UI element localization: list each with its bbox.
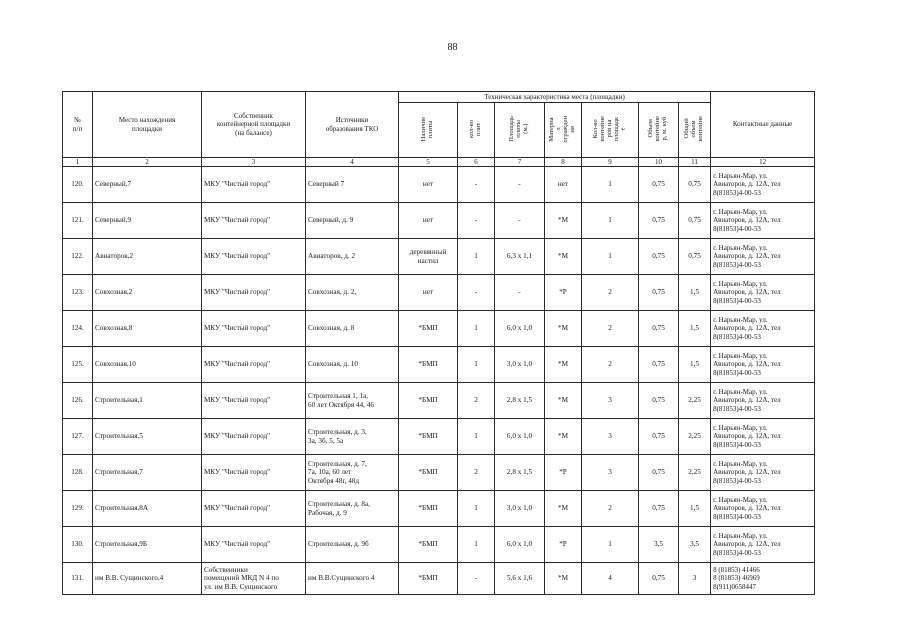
row-fence-material: *М	[545, 347, 582, 383]
row-contacts: г. Нарьян-Мар, ул. Авиаторов, д. 12А, тел 8(81853)4-00-53	[711, 275, 815, 311]
row-plate-presence: *БМП	[399, 527, 458, 563]
row-owner: МКУ "Чистый город"	[202, 239, 306, 275]
table-row	[63, 167, 815, 203]
column-number: 7	[495, 158, 545, 167]
row-plate-area: 6,3 х 1,1	[495, 239, 545, 275]
row-location: Совхозная,8	[93, 311, 202, 347]
row-plate-presence: *БМП	[399, 563, 458, 595]
row-plate-presence: *БМП	[399, 491, 458, 527]
row-plate-presence: *БМП	[399, 419, 458, 455]
row-location: Строительная,9Б	[93, 527, 202, 563]
row-plate-area: 6,0 х 1,0	[495, 311, 545, 347]
header-fence-material: Материа л огражден ия	[545, 103, 582, 158]
row-sources: Авиаторов, д. 2	[306, 239, 399, 275]
row-fence-material: *М	[545, 491, 582, 527]
row-contacts: г. Нарьян-Мар, ул. Авиаторов, д. 12А, тел 8(81853)4-00-53	[711, 455, 815, 491]
row-owner: МКУ "Чистый город"	[202, 275, 306, 311]
row-owner: МКУ "Чистый город"	[202, 203, 306, 239]
row-contacts: г. Нарьян-Мар, ул. Авиаторов, д. 12А, тел 8(81853)4-00-53	[711, 203, 815, 239]
row-number: 121.	[63, 203, 93, 239]
table-row	[63, 383, 815, 419]
row-plate-presence: *БМП	[399, 383, 458, 419]
row-container-volume: 0,75	[639, 239, 679, 275]
header-container-count: Кол-во контейне ров на площадк е	[582, 103, 639, 158]
row-contacts: г. Нарьян-Мар, ул. Авиаторов, д. 12А, тел 8(81853)4-00-53	[711, 419, 815, 455]
row-fence-material: *Р	[545, 527, 582, 563]
row-plate-count: 1	[458, 419, 495, 455]
row-owner: МКУ "Чистый город"	[202, 527, 306, 563]
row-contacts: г. Нарьян-Мар, ул. Авиаторов, д. 12А, тел 8(81853)4-00-53	[711, 383, 815, 419]
row-total-volume: 2,25	[679, 419, 711, 455]
row-container-count: 1	[582, 167, 639, 203]
row-container-count: 2	[582, 311, 639, 347]
row-sources: Совхозная, д. 10	[306, 347, 399, 383]
row-plate-count: 1	[458, 527, 495, 563]
row-plate-count: -	[458, 563, 495, 595]
row-plate-area: 6,0 х 1,0	[495, 527, 545, 563]
row-fence-material: *Р	[545, 275, 582, 311]
row-container-volume: 0,75	[639, 455, 679, 491]
row-sources: Северный 7	[306, 167, 399, 203]
row-plate-count: 1	[458, 311, 495, 347]
container-sites-table	[62, 91, 815, 595]
table-row	[63, 275, 815, 311]
row-total-volume: 1,5	[679, 275, 711, 311]
row-plate-area: 5,6 х 1,6	[495, 563, 545, 595]
row-location: Северный,9	[93, 203, 202, 239]
row-number: 123.	[63, 275, 93, 311]
row-container-count: 1	[582, 527, 639, 563]
row-fence-material: *М	[545, 239, 582, 275]
row-location: Северный,7	[93, 167, 202, 203]
row-number: 127.	[63, 419, 93, 455]
row-contacts: г. Нарьян-Мар, ул. Авиаторов, д. 12А, тел 8(81853)4-00-53	[711, 167, 815, 203]
row-plate-presence: *БМП	[399, 347, 458, 383]
header-plate-area: Площадь плиты (м.)	[495, 103, 545, 158]
row-location: Совхозная,2	[93, 275, 202, 311]
row-plate-count: -	[458, 275, 495, 311]
table-row	[63, 347, 815, 383]
column-number-row	[63, 158, 815, 167]
row-contacts: г. Нарьян-Мар, ул. Авиаторов, д. 12А, тел 8(81853)4-00-53	[711, 491, 815, 527]
row-total-volume: 2,25	[679, 383, 711, 419]
table-row	[63, 419, 815, 455]
row-fence-material: *М	[545, 203, 582, 239]
column-number: 4	[306, 158, 399, 167]
table-row	[63, 527, 815, 563]
row-number: 128.	[63, 455, 93, 491]
row-plate-presence: нет	[399, 167, 458, 203]
row-number: 126.	[63, 383, 93, 419]
column-number: 8	[545, 158, 582, 167]
row-plate-presence: деревянный настил	[399, 239, 458, 275]
row-number: 120.	[63, 167, 93, 203]
row-plate-area: -	[495, 203, 545, 239]
row-sources: Северный, д. 9	[306, 203, 399, 239]
row-total-volume: 3	[679, 563, 711, 595]
row-owner: МКУ "Чистый город"	[202, 311, 306, 347]
row-plate-count: 1	[458, 347, 495, 383]
row-sources: Строительная, д. 8а, Рабочая, д. 9	[306, 491, 399, 527]
row-total-volume: 1,5	[679, 491, 711, 527]
header-total-volume: Общий объем контейне	[679, 103, 711, 158]
header-plate-count: кол-во плит	[458, 103, 495, 158]
row-location: Строительная,5	[93, 419, 202, 455]
row-plate-area: 3,0 х 1,0	[495, 347, 545, 383]
row-plate-area: 3,0 х 1,0	[495, 491, 545, 527]
row-location: Авиаторов,2	[93, 239, 202, 275]
row-sources: Совхозная, д. 2,	[306, 275, 399, 311]
row-total-volume: 3,5	[679, 527, 711, 563]
row-owner: МКУ "Чистый город"	[202, 383, 306, 419]
row-container-count: 3	[582, 419, 639, 455]
row-owner: Собственники помещений МКД N 4 по ул. им В.В. Сущинского	[202, 563, 306, 595]
column-number: 3	[202, 158, 306, 167]
row-fence-material: *М	[545, 383, 582, 419]
row-container-volume: 0,75	[639, 275, 679, 311]
row-sources: им В.В.Сущинского 4	[306, 563, 399, 595]
row-fence-material: *М	[545, 563, 582, 595]
row-container-volume: 3,5	[639, 527, 679, 563]
column-number: 12	[711, 158, 815, 167]
row-contacts: г. Нарьян-Мар, ул. Авиаторов, д. 12А, тел 8(81853)4-00-53	[711, 347, 815, 383]
row-plate-presence: *БМП	[399, 311, 458, 347]
row-container-volume: 0,75	[639, 419, 679, 455]
row-container-volume: 0,75	[639, 491, 679, 527]
row-number: 125.	[63, 347, 93, 383]
row-sources: Строительная 1, 1а, 60 лет Октября 44, 46	[306, 383, 399, 419]
header-tech-group: Техническая характеристика места (площадки)	[399, 92, 711, 103]
column-number: 1	[63, 158, 93, 167]
row-total-volume: 2,25	[679, 455, 711, 491]
row-fence-material: *М	[545, 419, 582, 455]
table-row	[63, 311, 815, 347]
row-plate-area: 2,8 х 1,5	[495, 383, 545, 419]
row-location: Строительная,1	[93, 383, 202, 419]
table-row	[63, 203, 815, 239]
row-location: Строительная,7	[93, 455, 202, 491]
row-number: 131.	[63, 563, 93, 595]
row-plate-count: 1	[458, 239, 495, 275]
table-row	[63, 239, 815, 275]
row-container-volume: 0,75	[639, 563, 679, 595]
row-contacts: г. Нарьян-Мар, ул. Авиаторов, д. 12А, тел 8(81853)4-00-53	[711, 239, 815, 275]
row-owner: МКУ "Чистый город"	[202, 347, 306, 383]
row-container-count: 1	[582, 203, 639, 239]
row-fence-material: нет	[545, 167, 582, 203]
table-body	[63, 167, 815, 595]
row-location: Совхозная,10	[93, 347, 202, 383]
row-plate-area: -	[495, 275, 545, 311]
column-number: 11	[679, 158, 711, 167]
row-container-count: 4	[582, 563, 639, 595]
row-plate-area: 2,8 х 1,5	[495, 455, 545, 491]
page-number: 88	[447, 42, 458, 53]
column-number: 10	[639, 158, 679, 167]
row-owner: МКУ "Чистый город"	[202, 419, 306, 455]
column-number: 2	[93, 158, 202, 167]
row-sources: Строительная, д. 9б	[306, 527, 399, 563]
row-fence-material: *М	[545, 311, 582, 347]
header-location: Место нахождения площадки	[93, 92, 202, 158]
table-row	[63, 455, 815, 491]
row-plate-presence: нет	[399, 203, 458, 239]
row-total-volume: 1,5	[679, 347, 711, 383]
row-plate-presence: *БМП	[399, 455, 458, 491]
row-owner: МКУ "Чистый город"	[202, 491, 306, 527]
table-row	[63, 563, 815, 595]
header-contacts: Контактные данные	[711, 92, 815, 158]
row-contacts: 8 (81853) 41466 8 (81853) 46969 8(911)0658447	[711, 563, 815, 595]
row-location: Строительная,8А	[93, 491, 202, 527]
row-plate-count: -	[458, 203, 495, 239]
row-owner: МКУ "Чистый город"	[202, 167, 306, 203]
column-number: 6	[458, 158, 495, 167]
row-plate-area: 6,0 х 1,0	[495, 419, 545, 455]
header-sources: Источники образования ТКО	[306, 92, 399, 158]
row-container-volume: 0,75	[639, 347, 679, 383]
row-container-volume: 0,75	[639, 311, 679, 347]
row-contacts: г. Нарьян-Мар, ул. Авиаторов, д. 12А, тел 8(81853)4-00-53	[711, 527, 815, 563]
row-fence-material: *Р	[545, 455, 582, 491]
row-container-volume: 0,75	[639, 203, 679, 239]
row-contacts: г. Нарьян-Мар, ул. Авиаторов, д. 12А, тел 8(81853)4-00-53	[711, 311, 815, 347]
row-plate-count: 2	[458, 455, 495, 491]
row-container-count: 2	[582, 275, 639, 311]
row-sources: Строительная, д. 7, 7а, 10а, 60 лет Октября 48г, 48д	[306, 455, 399, 491]
row-number: 129.	[63, 491, 93, 527]
row-sources: Строительная, д. 3, 3а, 3б, 5, 5а	[306, 419, 399, 455]
row-number: 122.	[63, 239, 93, 275]
row-container-count: 3	[582, 455, 639, 491]
row-container-count: 3	[582, 383, 639, 419]
row-number: 124.	[63, 311, 93, 347]
header-num: № п/п	[63, 92, 93, 158]
row-container-count: 2	[582, 491, 639, 527]
header-plate-presence: Наличие плиты	[399, 103, 458, 158]
row-plate-presence: нет	[399, 275, 458, 311]
row-container-count: 1	[582, 239, 639, 275]
row-container-count: 2	[582, 347, 639, 383]
row-total-volume: 0,75	[679, 239, 711, 275]
row-total-volume: 0,75	[679, 203, 711, 239]
row-owner: МКУ "Чистый город"	[202, 455, 306, 491]
row-plate-count: 1	[458, 491, 495, 527]
column-number: 9	[582, 158, 639, 167]
row-container-volume: 0,75	[639, 383, 679, 419]
row-total-volume: 1,5	[679, 311, 711, 347]
row-container-volume: 0,75	[639, 167, 679, 203]
row-location: им В.В. Сущинского,4	[93, 563, 202, 595]
row-sources: Совхозная, д. 8	[306, 311, 399, 347]
header-owner: Собственник контейнерной площадки (на балансе)	[202, 92, 306, 158]
column-number: 5	[399, 158, 458, 167]
row-plate-count: 2	[458, 383, 495, 419]
row-total-volume: 0,75	[679, 167, 711, 203]
row-number: 130.	[63, 527, 93, 563]
table-row	[63, 491, 815, 527]
row-plate-area: -	[495, 167, 545, 203]
header-container-volume: Объем контейне р, м. куб	[639, 103, 679, 158]
row-plate-count: -	[458, 167, 495, 203]
